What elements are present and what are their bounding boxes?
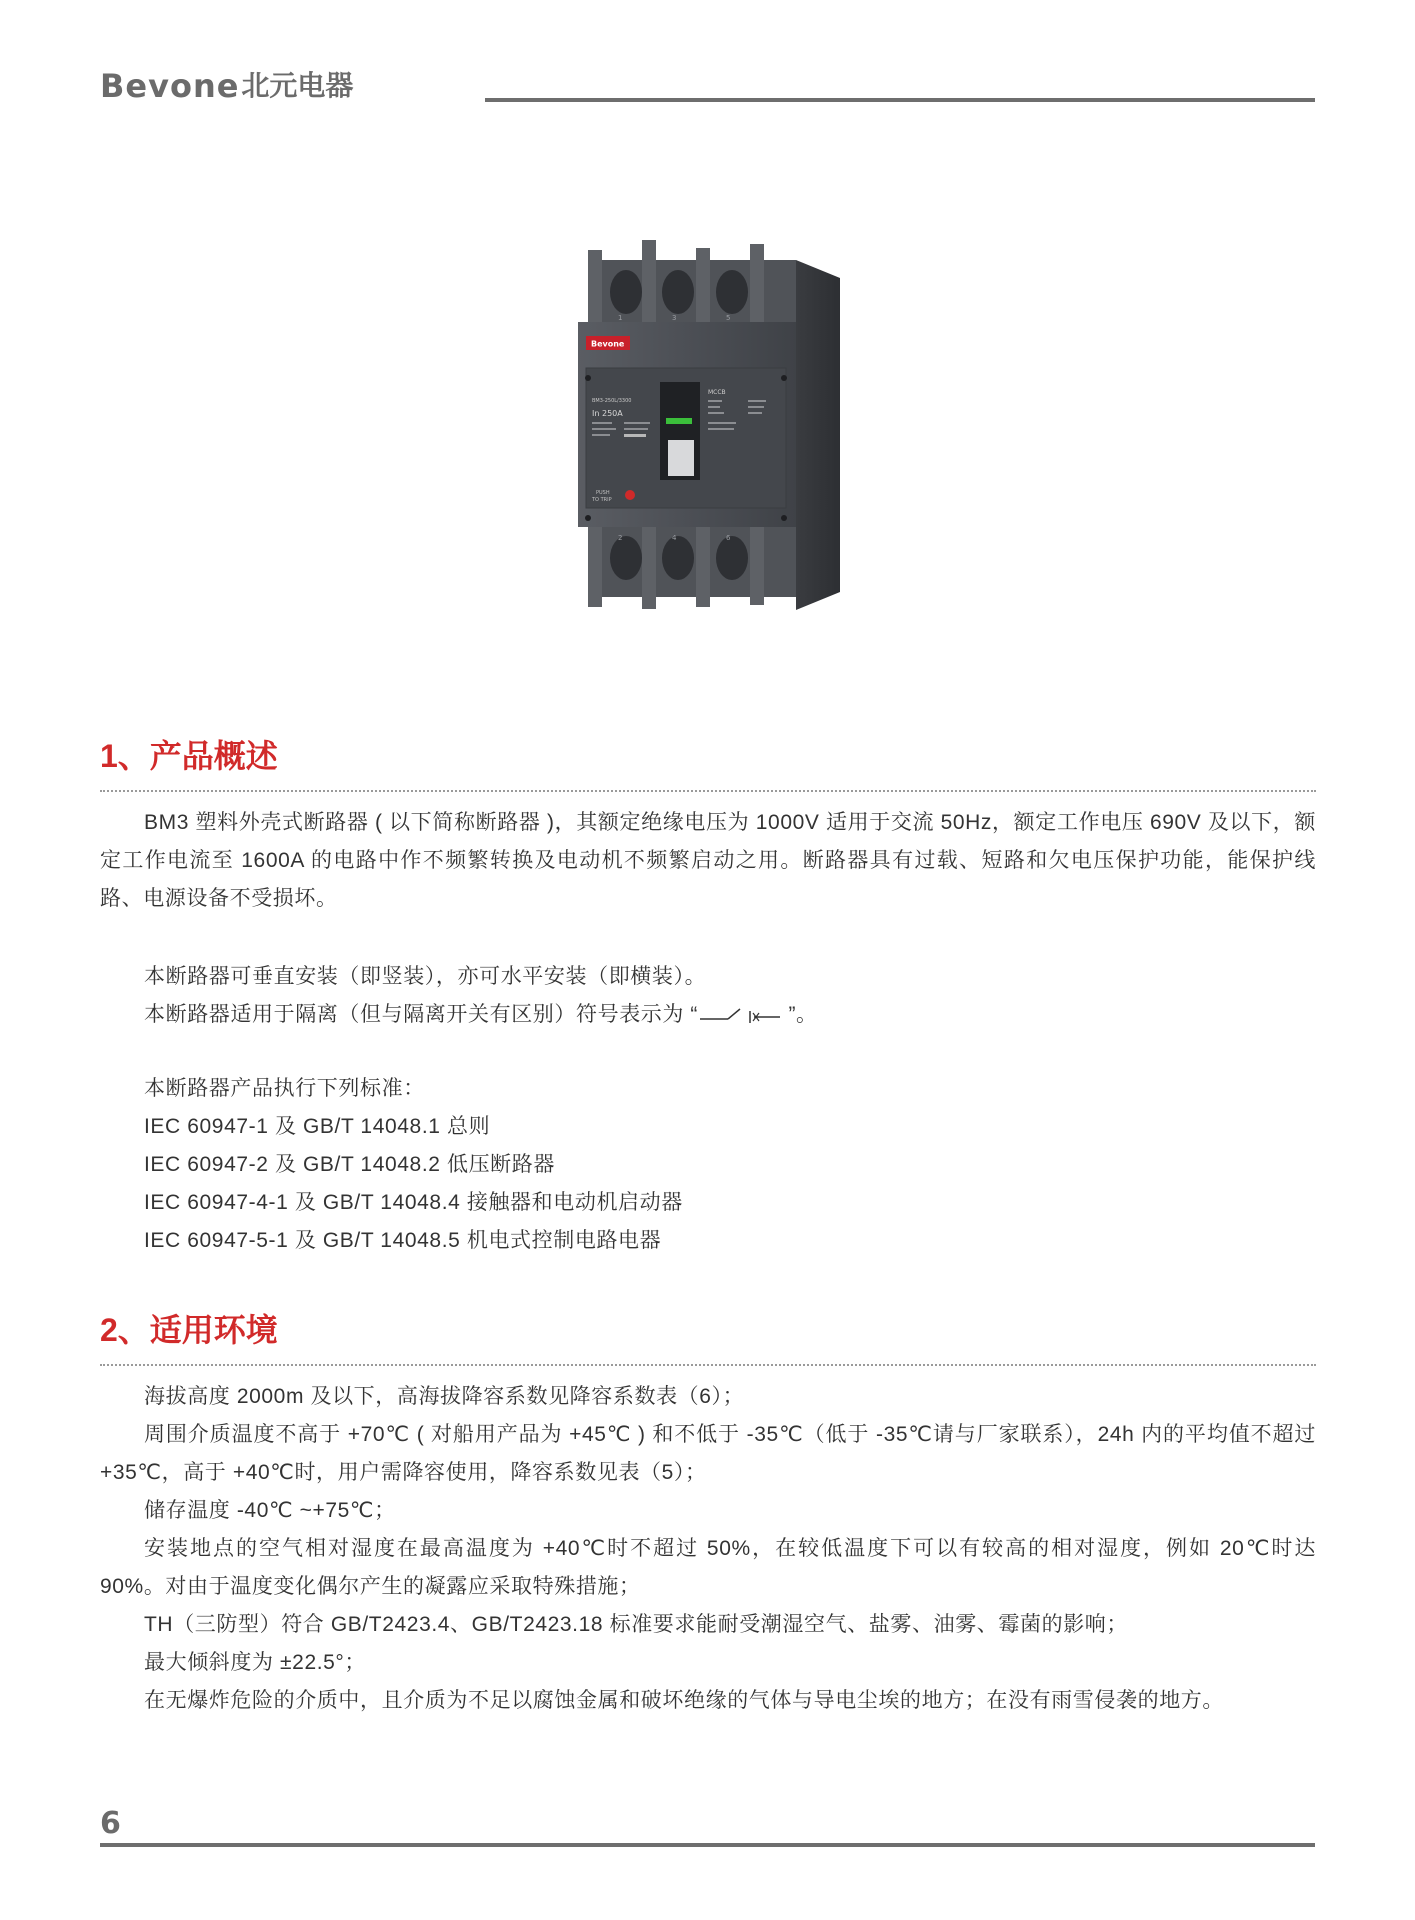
circuit-breaker-image [578,240,848,615]
trip-label: TO TRIP [592,497,612,503]
standard-item: IEC 60947-4-1 及 GB/T 14048.4 接触器和电动机启动器 [144,1191,683,1214]
terminal-label: 1 [618,314,623,322]
logo-wordmark: Bevone [100,67,240,105]
environment-item: 储存温度 -40℃ ~+75℃； [144,1499,396,1522]
breaker-side [796,260,840,610]
terminal-label: 4 [672,534,677,542]
standards-intro: 本断路器产品执行下列标准： [144,1077,425,1100]
brand-badge-text: Bevone [591,339,625,349]
environment-item: 海拔高度 2000m 及以下，高海拔降容系数见降容系数表（6）； [144,1385,745,1408]
section-title-environment: 2、适用环境 [100,1312,278,1348]
toggle-handle [668,440,694,476]
section-divider [100,790,1316,792]
environment-item: 安装地点的空气相对湿度在最高温度为 +40℃时不超过 50%，在较低温度下可以有较高的相对湿度，例如 20℃时达 90%。对由于温度变化偶尔产生的凝露应采取特殊措施； [100,1537,1316,1598]
header-rule [485,98,1315,102]
installation-note: 本断路器可垂直安装（即竖装），亦可水平安装（即横装）。 [144,965,707,988]
terminal-label: 2 [618,534,623,542]
footer-rule [100,1843,1315,1847]
logo-chinese-name: 北元电器 [241,69,354,102]
push-to-trip-button [625,490,635,500]
terminal-label: 5 [726,314,731,322]
standard-item: IEC 60947-1 及 GB/T 14048.1 总则 [144,1115,491,1138]
section-divider [100,1364,1316,1366]
isolation-symbol-icon [698,1005,782,1025]
terminal-label: 6 [726,534,731,542]
overview-paragraph: BM3 塑料外壳式断路器 ( 以下简称断路器 )，其额定绝缘电压为 1000V 适用于交流 50Hz，额定工作电压 690V 及以下，额定工作电流至 1600A 的电路中作不频繁转换及电动机不频繁启动之用。断路器具有过载、短路和欠电压保护功能，能保护线路、电源设备不受损坏。 [100,811,1316,910]
push-label: PUSH [596,490,610,496]
environment-item: 最大倾斜度为 ±22.5°； [144,1651,367,1674]
environment-item: 在无爆炸危险的介质中，且介质为不足以腐蚀金属和破坏绝缘的气体与导电尘埃的地方；在没有雨雪侵袭的地方。 [144,1689,1224,1712]
panel-label: MCCB [708,389,726,396]
isolation-note-text: 本断路器适用于隔离（但与隔离开关有区别）符号表示为 “ [144,1003,699,1026]
isolation-note-end: ”。 [782,1003,818,1026]
terminal-label: 3 [672,314,677,322]
brand-logo [100,68,353,104]
isolation-note [144,996,818,1034]
page-number: 6 [100,1806,121,1841]
standard-item: IEC 60947-2 及 GB/T 14048.2 低压断路器 [144,1153,555,1176]
environment-item: TH（三防型）符合 GB/T2423.4、GB/T2423.18 标准要求能耐受潮湿空气、盐雾、油雾、霉菌的影响； [144,1613,1129,1636]
status-indicator [666,418,692,424]
environment-item: 周围介质温度不高于 +70℃ ( 对船用产品为 +45℃ ) 和不低于 -35℃（低于 -35℃请与厂家联系），24h 内的平均值不超过 +35℃，高于 +40℃时，用户需降容使用，降容系数见表（5）； [100,1423,1316,1484]
model-label: BM3-250L/3300 [592,398,632,404]
standard-item: IEC 60947-5-1 及 GB/T 14048.5 机电式控制电路电器 [144,1229,662,1252]
rating-label: In 250A [592,409,623,418]
section-title-overview: 1、产品概述 [100,738,278,774]
